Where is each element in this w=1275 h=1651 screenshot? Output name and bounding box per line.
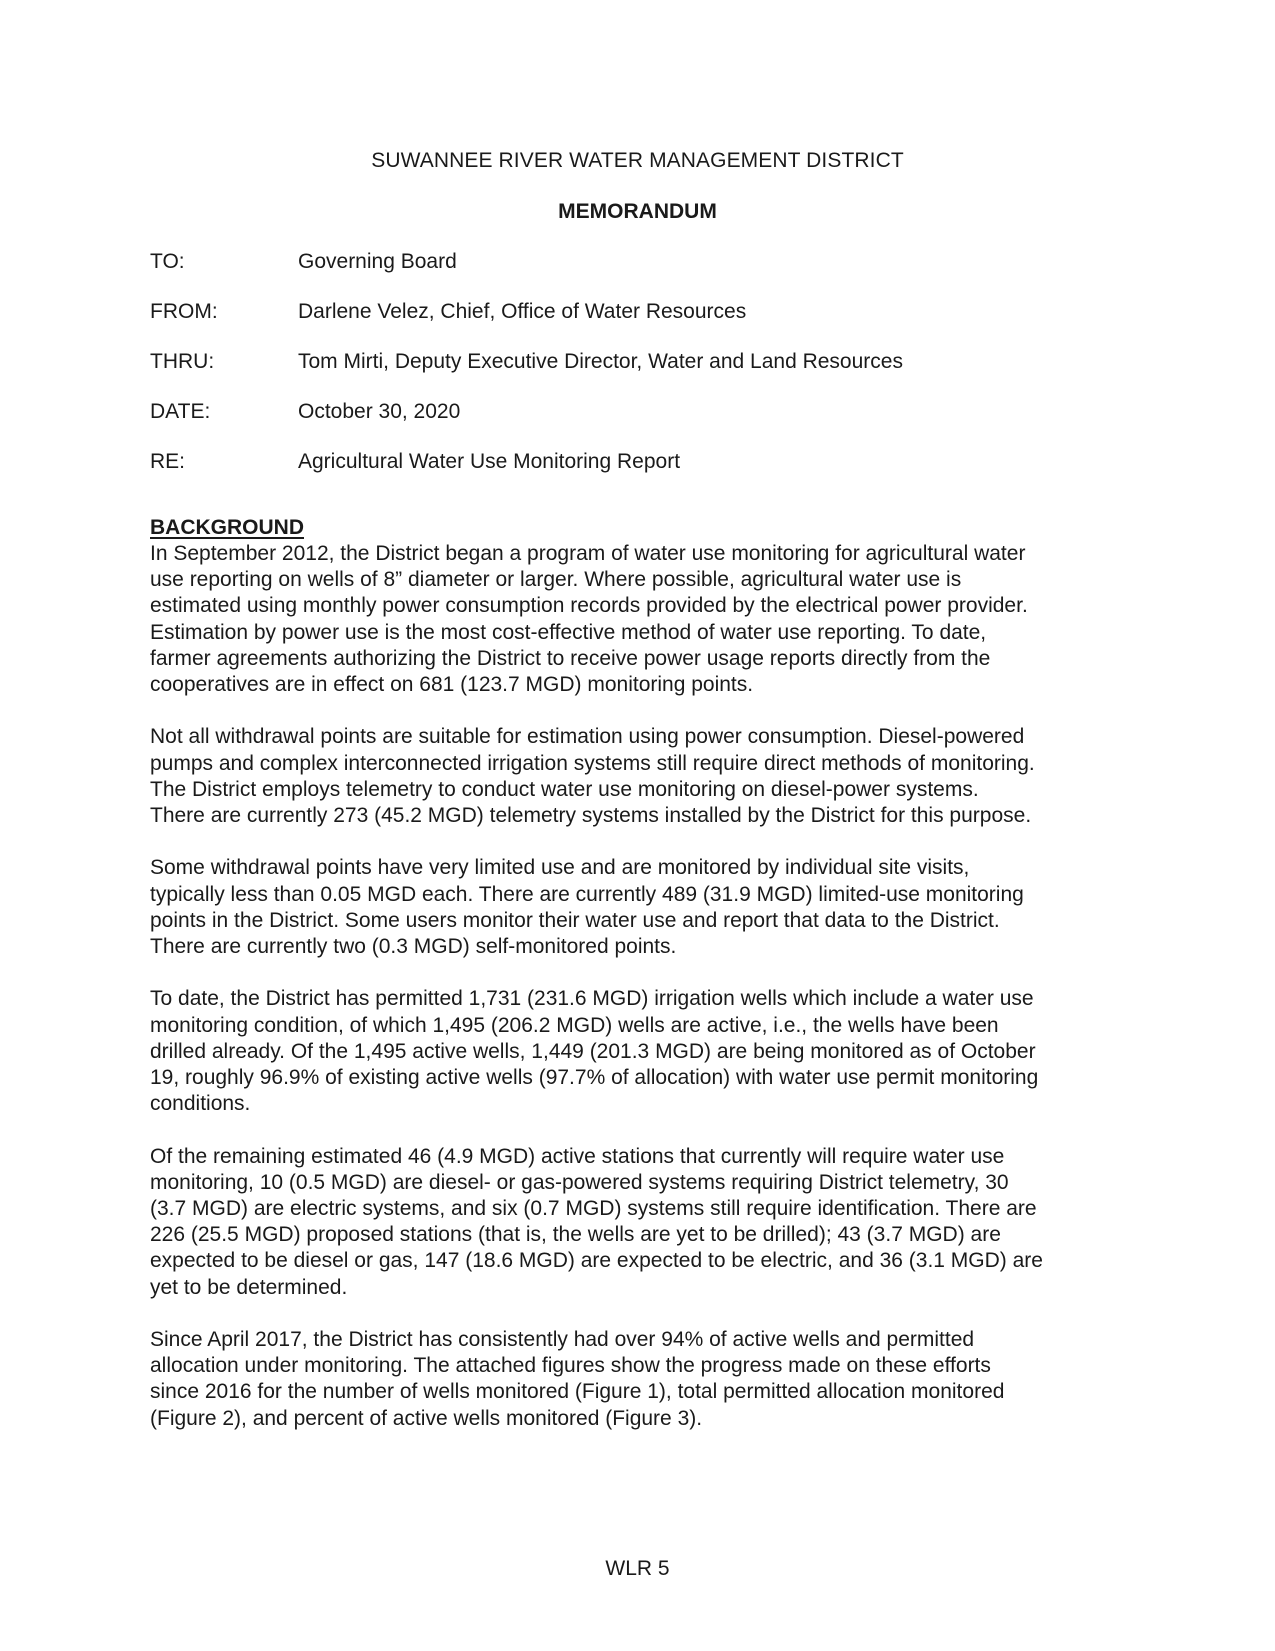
body-paragraph: Since April 2017, the District has consistently had over 94% of active wells and permitted allocation under monitoring. The attached figures show the progress made on these efforts since 2016 for the number of wells monitored (Figure 1), total permitted allocation monitored (Figure 2), and percent of active wells monitored (Figure 3). [150, 1328, 1005, 1430]
header-re-value: Agricultural Water Use Monitoring Report [298, 450, 681, 473]
header-re-row [150, 450, 1150, 478]
header-to-row [150, 250, 1150, 278]
body-paragraph: Some withdrawal points have very limited use and are monitored by individual site visits, typically less than 0.05 MGD each. There are currently 489 (31.9 MGD) limited-use monitoring points in the District. Some users monitor their water use and report that data to the District. There are currently two (0.3 MGD) self-monitored points. [150, 856, 1024, 959]
header-date-row [150, 400, 1150, 428]
header-date-label: DATE: [150, 400, 211, 423]
header-to-value: Governing Board [298, 250, 457, 273]
header-from-label: FROM: [150, 300, 218, 323]
header-thru-row [150, 350, 1150, 378]
header-re-label: RE: [150, 450, 186, 473]
page-footer: WLR 5 [605, 1557, 670, 1580]
body-paragraph: Of the remaining estimated 46 (4.9 MGD) active stations that currently will require water use monitoring, 10 (0.5 MGD) are diesel- or gas-powered systems requiring District telemetry, 30 (3.7 MGD) are electric systems, and six (0.7 MGD) systems still require identification. There are 226 (25.5 MGD) proposed stations (that is, the wells are yet to be drilled); 43 (3.7 MGD) are expected to be diesel or gas, 147 (18.6 MGD) are expected to be electric, and 36 (3.1 MGD) are yet to be determined. [150, 1144, 1043, 1299]
header-thru-value: Tom Mirti, Deputy Executive Director, Water and Land Resources [298, 350, 903, 373]
section-heading-background: BACKGROUND [150, 516, 304, 539]
header-from-row [150, 300, 1150, 328]
header-date-value: October 30, 2020 [298, 400, 461, 423]
organization-name: SUWANNEE RIVER WATER MANAGEMENT DISTRICT [371, 149, 904, 172]
body-paragraph: Not all withdrawal points are suitable for estimation using power consumption. Diesel-powered pumps and complex interconnected irrigation systems still require direct methods of monitoring. The District employs telemetry to conduct water use monitoring on diesel-power systems. There are currently 273 (45.2 MGD) telemetry systems installed by the District for this purpose. [150, 725, 1035, 828]
header-to-label: TO: [150, 250, 185, 273]
header-from-value: Darlene Velez, Chief, Office of Water Resources [298, 300, 747, 323]
body-paragraph: To date, the District has permitted 1,731 (231.6 MGD) irrigation wells which include a water use monitoring condition, of which 1,495 (206.2 MGD) wells are active, i.e., the wells have been drilled already. Of the 1,495 active wells, 1,449 (201.3 MGD) are being monitored as of October 19, roughly 96.9% of existing active wells (97.7% of allocation) with water use permit monitoring conditions. [150, 987, 1039, 1116]
memo-body [150, 541, 1140, 1458]
header-thru-label: THRU: [150, 350, 215, 373]
document-type-title: MEMORANDUM [558, 200, 717, 223]
body-paragraph: In September 2012, the District began a program of water use monitoring for agricultural water use reporting on wells of 8” diameter or larger. Where possible, agricultural water use is estimated using monthly power consumption records provided by the electrical power provider. Estimation by power use is the most cost-effective method of water use reporting. To date, farmer agreements authorizing the District to receive power usage reports directly from the cooperatives are in effect on 681 (123.7 MGD) monitoring points. [150, 542, 1028, 697]
